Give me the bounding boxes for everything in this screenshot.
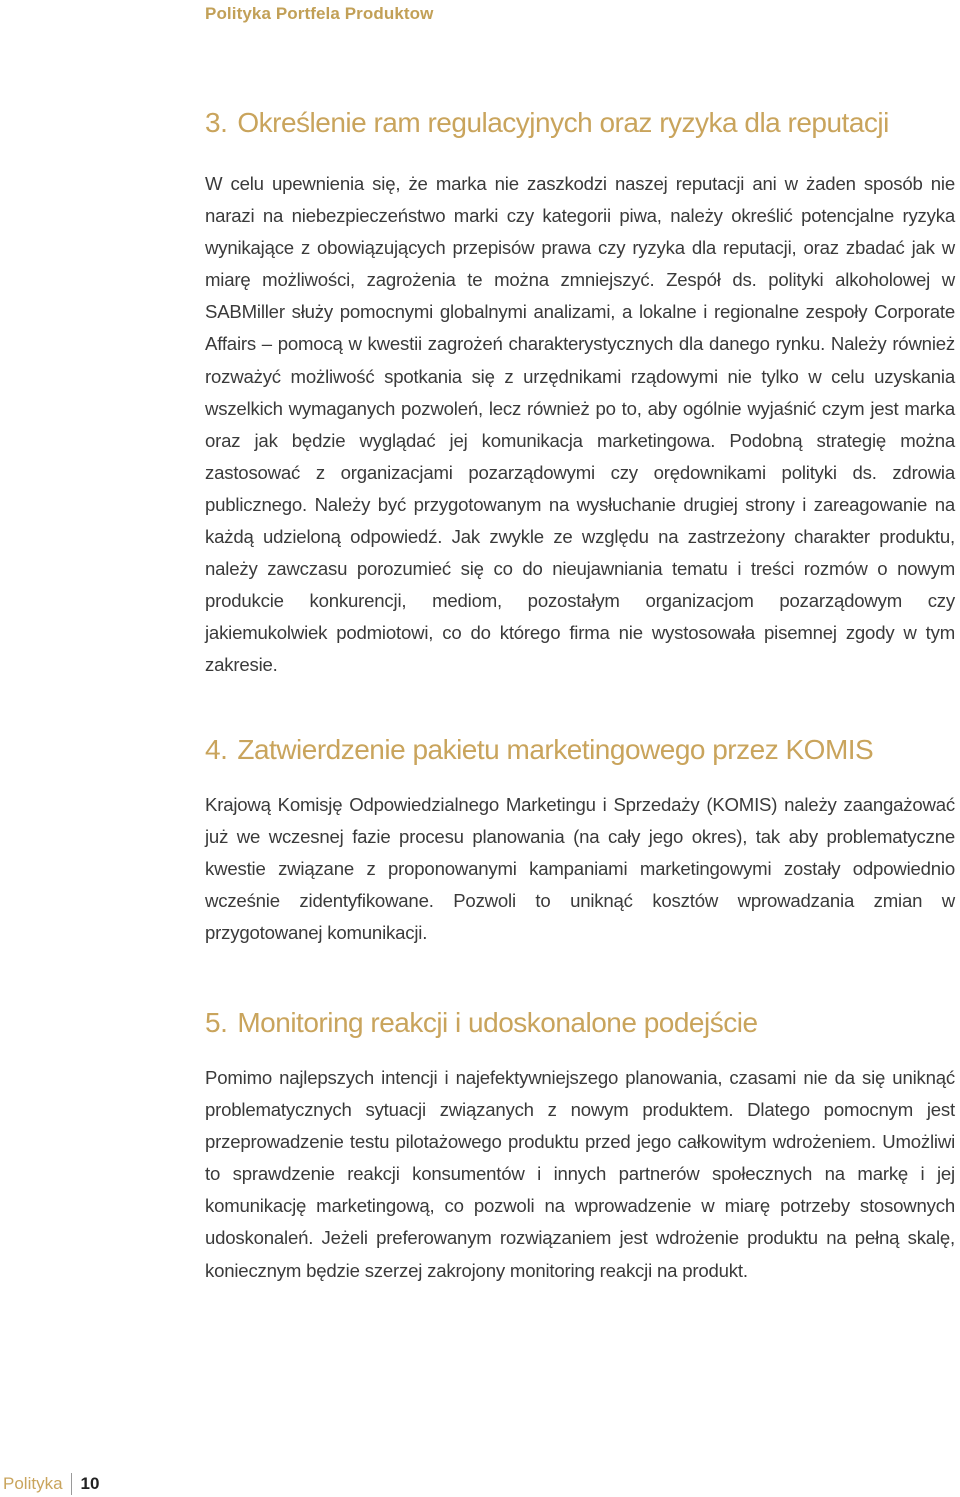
section-heading [205,731,955,769]
section-4 [205,731,955,949]
section-body: Pomimo najlepszych intencji i najefektywniejszego planowania, czasami nie da się uniknąć problematycznych sytuacji związanych z nowym produktem. Dlatego pomocnym jest przeprowadzenie testu pilotażowego produktu przed jego całkowitym wdrożeniem. Umożliwi to sprawdzenie reakcji konsumentów i innych partnerów społecznych na markę i jej komunikację marketingową, co pozwoli na wprowadzenie w miarę potrzeby stosownych udoskonaleń. Jeżeli preferowanym rozwiązaniem jest wdrożenie produktu na pełną skalę, koniecznym będzie szerzej zakrojony monitoring reakcji na produkt. [205,1066,955,1281]
section-heading [205,104,955,142]
section-number: 3. [205,107,228,138]
section-title-text: Monitoring reakcji i udoskonalone podejście [237,1006,758,1038]
footer-label: Polityka [3,1473,63,1493]
section-5 [205,1004,955,1287]
section-number: 5. [205,1006,228,1038]
section-3 [205,104,955,682]
section-title-text: Zatwierdzenie pakietu marketingowego przez KOMIS [237,733,874,765]
page-footer [0,1470,99,1497]
section-title-text: Określenie ram regulacyjnych oraz ryzyka dla reputacji [237,107,889,138]
section-body: W celu upewnienia się, że marka nie zaszkodzi naszej reputacji ani w żaden sposób nie narazi na niebezpieczeństwo marki czy kategorii piwa, należy określić potencjalne ryzyka wynikające z obowiązujących przepisów prawa czy ryzyka dla reputacji, oraz zbadać jak w miarę możliwości, zagrożenia te można zmniejszyć. Zespół ds. polityki alkoholowej w SABMiller służy pomocnymi globalnymi analizami, a lokalne i regionalne zespoły Corporate Affairs – pomocą w kwestii zagrożeń charakterystycznych dla danego rynku. Należy również rozważyć możliwość spotkania się z urzędnikami rządowymi nie tylko w celu uzyskania wszelkich wymaganych pozwoleń, lecz również po to, aby ogólnie wyjaśnić czym jest marka oraz jak będzie wyglądać jej komunikacja marketingowa. Podobną strategię można zastosować z organizacjami pozarządowymi czy orędownikami polityki ds. zdrowia publicznego. Należy być przygotowanym na wysłuchanie drugiej strony i zareagowanie na każdą udzieloną odpowiedź. Jak zwykle ze względu na zastrzeżony charakter produktu, należy zawczasu porozumieć się co do nieujawniania tematu i treści rozmów o nowym produkcie konkurencji, mediom, pozostałym organizacjom pozarządowym czy jakiemukolwiek podmiotowi, co do którego firma nie wystosowała pisemnej zgody w tym zakresie. [205,173,955,676]
section-number: 4. [205,733,228,765]
page-content [205,104,955,1287]
page-number: 10 [80,1473,100,1493]
running-header: Polityka Portfela Produktow [205,4,434,23]
section-body: Krajową Komisję Odpowiedzialnego Marketingu i Sprzedaży (KOMIS) należy zaangażować już we wczesnej fazie procesu planowania (na cały jego okres), tak aby problematyczne kwestie związane z proponowanymi kampaniami marketingowymi zostały odpowiednio wcześnie zidentyfikowane. Pozwoli to uniknąć kosztów wprowadzania zmian w przygotowanej komunikacji. [205,793,955,943]
section-heading [205,1004,955,1042]
